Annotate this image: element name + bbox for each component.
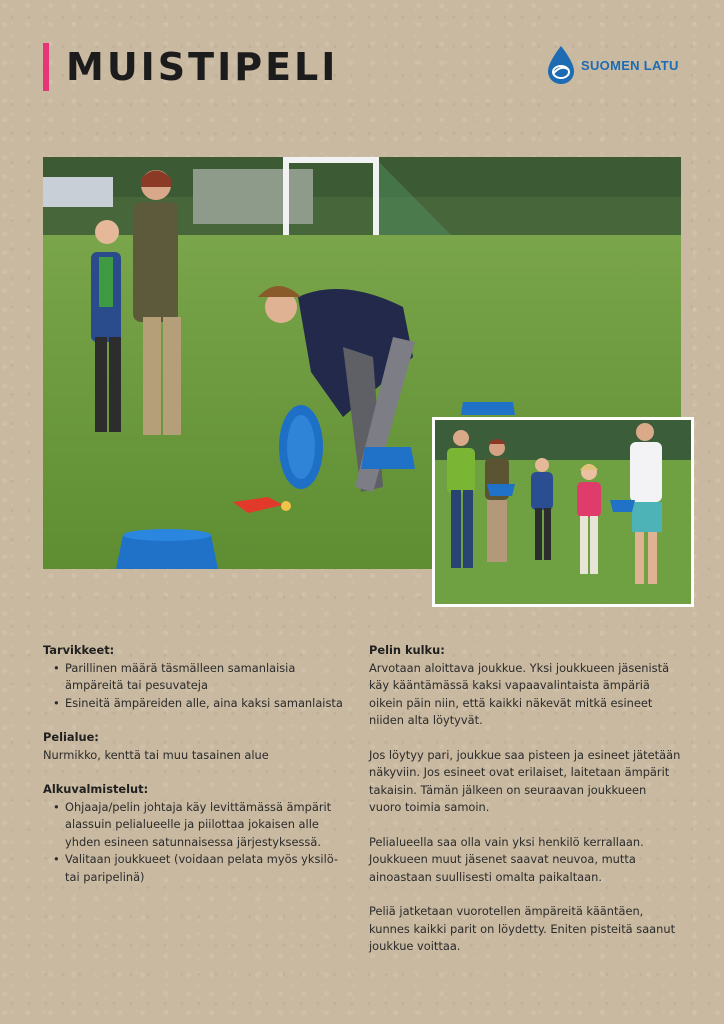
right-column xyxy=(369,642,681,973)
page-title: MUISTIPELI xyxy=(66,45,339,89)
heading-tarvikkeet: Tarvikkeet: xyxy=(43,643,115,657)
paragraph: Pelialueella saa olla vain yksi henkilö kerrallaan. Joukkueen muut jäsenet saavat neuvoa, mutta ainoastaan suullisesti omalta paikaltaan. xyxy=(369,834,644,884)
pelialue-text: Nurmikko, kenttä tai muu tasainen alue xyxy=(43,747,269,762)
inset-photo xyxy=(432,417,694,607)
section-pelialue xyxy=(43,729,353,764)
section-alkuvalmistelut xyxy=(43,781,353,886)
left-column xyxy=(43,642,353,903)
title-accent-bar xyxy=(43,43,49,91)
paragraph: Arvotaan aloittava joukkue. Yksi joukkueen jäsenistä käy kääntämässä kaksi vapaavalintaista ämpäriä oikein päin niin, että kaikki näkevät mitkä esineet niiden alta löytyvät. xyxy=(369,660,670,727)
list-item: • Ohjaaja/pelin johtaja käy levittämässä ämpärit alassuin pelialueelle ja piilottaa jokaisen alle yhden esineen satunnaisessa järjestyksessä. xyxy=(65,799,353,852)
list-item: • Valitaan joukkueet (voidaan pelata myös yksilö- tai paripelinä) xyxy=(65,851,353,886)
suomen-latu-logo xyxy=(545,44,679,86)
heading-pelin-kulku: Pelin kulku: xyxy=(369,643,445,657)
list-item: • Parillinen määrä täsmälleen samanlaisia ämpäreitä tai pesuvateja xyxy=(65,660,353,695)
list-tarvikkeet xyxy=(43,660,353,713)
section-tarvikkeet xyxy=(43,642,353,712)
drop-logo-icon xyxy=(545,44,577,86)
heading-alkuvalmistelut: Alkuvalmistelut: xyxy=(43,782,149,796)
paragraph: Peliä jatketaan vuorotellen ämpäreitä kääntäen, kunnes kaikki parit on löydetty. Eniten pisteitä saanut joukkue voittaa. xyxy=(369,904,676,953)
list-item: • Esineitä ämpäreiden alle, aina kaksi samanlaista xyxy=(65,695,353,713)
heading-pelialue: Pelialue: xyxy=(43,730,99,744)
paragraph: Jos löytyy pari, joukkue saa pisteen ja esineet jätetään näkyviin. Jos esineet ovat erilaiset, laitetaan ämpärit takaisin. Tämän jälkeen on seuraavan joukkueen vuoro toimia samoin. xyxy=(369,747,681,814)
list-alkuvalmistelut xyxy=(43,799,353,887)
logo-text: SUOMEN LATU xyxy=(581,57,679,73)
